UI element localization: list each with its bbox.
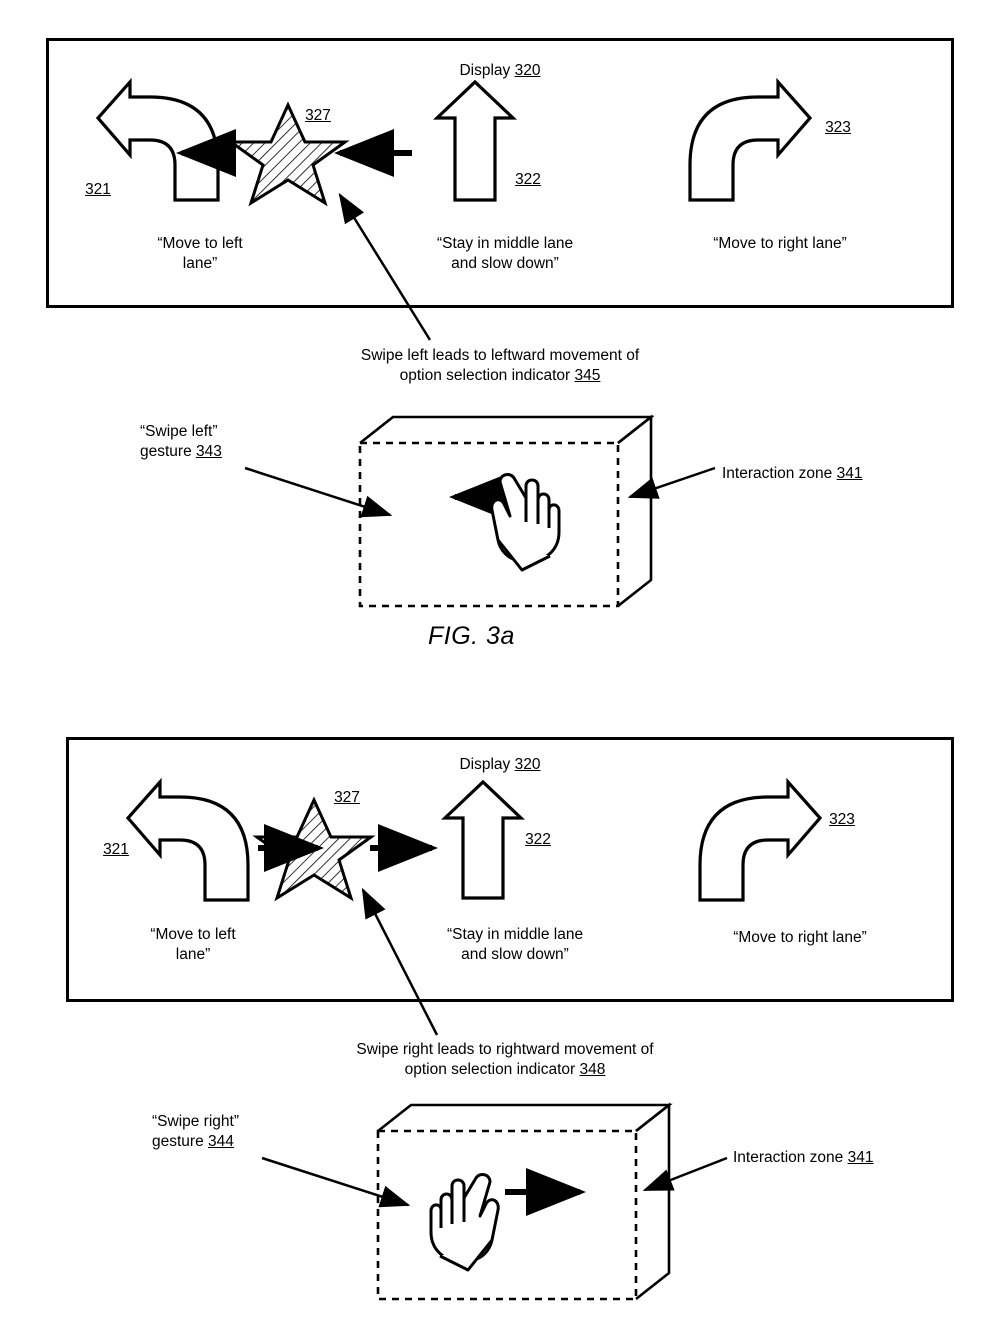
gesture-label-line2-3a: gesture xyxy=(140,443,192,460)
gesture-label-line1-3a: “Swipe left” xyxy=(140,423,218,440)
option-ref-323-3a: 323 xyxy=(825,119,851,136)
explanation-line1-3b: Swipe right leads to rightward movement of xyxy=(356,1041,654,1058)
gesture-ref-3b: 344 xyxy=(208,1133,234,1150)
explanation-line1-3a: Swipe left leads to leftward movement of xyxy=(360,347,640,364)
gesture-ref-3a: 343 xyxy=(196,443,222,460)
explanation-line2-3b: option selection indicator xyxy=(404,1061,576,1078)
figure-caption-3a: FIG. 3a xyxy=(428,622,515,650)
zone-label-text-3a: Interaction zone xyxy=(722,465,833,482)
explanation-ref-3b: 348 xyxy=(579,1061,606,1078)
option-caption-323-line1-3b: “Move to right lane” xyxy=(733,929,867,946)
option-caption-322-line2-3a: and slow down” xyxy=(451,255,559,272)
selector-ref-327-3b: 327 xyxy=(334,789,360,806)
option-caption-322-3b xyxy=(385,925,645,965)
display-label-3b: Display xyxy=(459,756,511,773)
option-caption-321-line1-3a: “Move to left xyxy=(157,235,243,252)
display-ref-3b: 320 xyxy=(514,756,541,773)
option-ref-323-3b: 323 xyxy=(829,811,855,828)
option-caption-321-line1-3b: “Move to left xyxy=(150,926,236,943)
leader-line-zone-3b xyxy=(645,1158,727,1190)
option-ref-322-3b: 322 xyxy=(525,831,551,848)
option-caption-321-line2-3b: lane” xyxy=(175,946,211,963)
option-caption-322-line1-3b: “Stay in middle lane xyxy=(446,926,584,943)
zone-ref-3b: 341 xyxy=(847,1149,874,1166)
option-caption-323-line1-3a: “Move to right lane” xyxy=(713,235,847,252)
gesture-label-line1-3b: “Swipe right” xyxy=(152,1113,239,1130)
selector-ref-327-3a: 327 xyxy=(305,107,331,124)
zone-label-text-3b: Interaction zone xyxy=(733,1149,844,1166)
straight-arrow-up-icon-3b xyxy=(445,782,521,898)
option-caption-321-line2-3a: lane” xyxy=(182,255,218,272)
curved-arrow-right-up-icon-3b xyxy=(700,782,820,900)
option-caption-322-line1-3a: “Stay in middle lane xyxy=(436,235,574,252)
explanation-ref-3a: 345 xyxy=(574,367,601,384)
option-caption-322-line2-3b: and slow down” xyxy=(461,946,569,963)
display-ref-3a: 320 xyxy=(514,62,541,79)
explanation-line2-3a: option selection indicator xyxy=(399,367,571,384)
option-ref-322-3a: 322 xyxy=(515,171,541,188)
leader-line-gesture-3b xyxy=(262,1158,408,1205)
option-ref-321-3b: 321 xyxy=(103,841,129,858)
gesture-label-line2-3b: gesture xyxy=(152,1133,204,1150)
gesture-label-3b xyxy=(152,1112,362,1152)
curved-arrow-left-up-icon-3b xyxy=(128,782,248,900)
option-ref-321-3a: 321 xyxy=(85,181,111,198)
zone-label-3b xyxy=(733,1148,963,1168)
display-label-3a: Display xyxy=(459,62,511,79)
explanation-text-3b xyxy=(255,1040,755,1080)
interaction-zone-3b xyxy=(378,1105,669,1299)
option-caption-323-3b xyxy=(680,928,920,948)
zone-ref-3a: 341 xyxy=(836,465,863,482)
option-caption-321-3b xyxy=(68,925,318,965)
pointing-hand-right-icon-3b xyxy=(431,1175,498,1270)
